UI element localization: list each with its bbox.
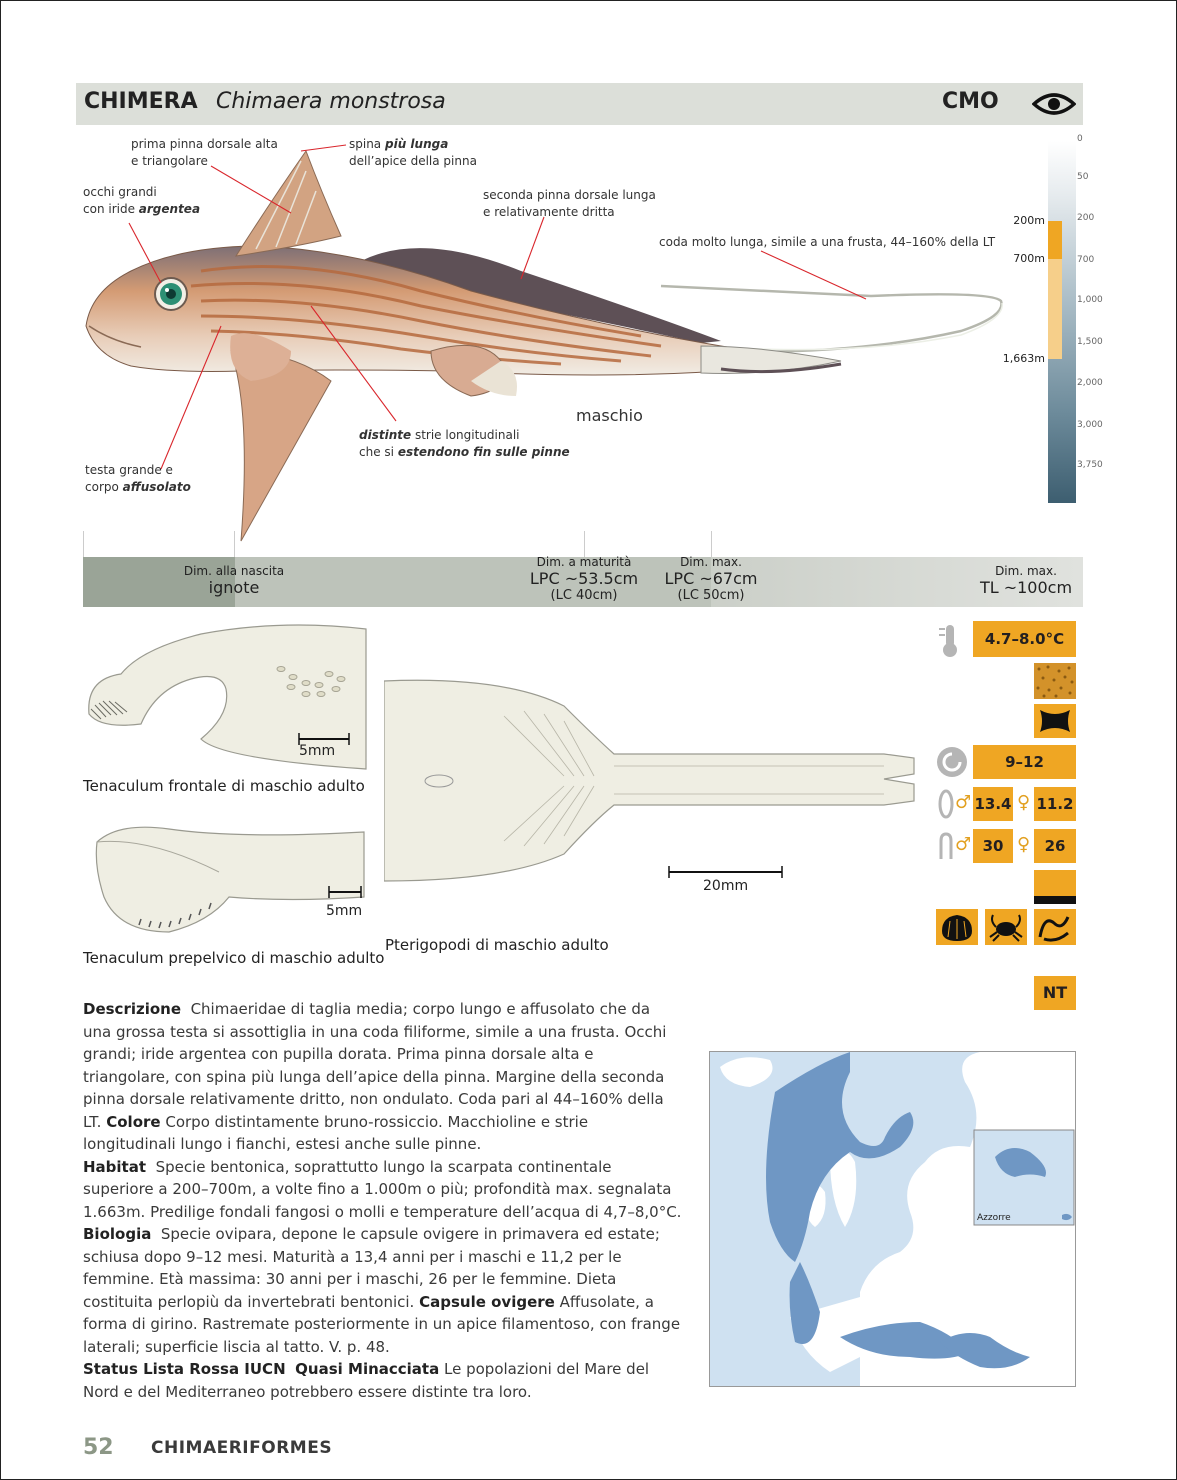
azores-label: Azzorre bbox=[977, 1213, 1011, 1223]
female-symbol: ♀ bbox=[1017, 834, 1031, 855]
depth-tick: 200 bbox=[1077, 213, 1095, 223]
heading-iucn: Status Lista Rossa IUCN bbox=[83, 1360, 286, 1378]
species-header bbox=[76, 83, 1083, 125]
heading-colore: Colore bbox=[106, 1112, 161, 1131]
heading-capsule: Capsule ovigere bbox=[419, 1292, 555, 1311]
annotation-eyes: occhi grandi con iride argentea bbox=[83, 185, 201, 216]
common-name: CHIMERA bbox=[84, 89, 198, 114]
caption-claspers: Pterigopodi di maschio adulto bbox=[385, 936, 609, 954]
size-max-tl: Dim. max. TL ~100cm bbox=[979, 564, 1073, 597]
eye-icon bbox=[1032, 90, 1076, 118]
depth-tick: 50 bbox=[1077, 172, 1089, 182]
lifespan-icon bbox=[937, 831, 955, 861]
latin-name: Chimaera monstrosa bbox=[216, 89, 446, 114]
depth-tick: 700 bbox=[1077, 255, 1095, 265]
depth-tick: 1,000 bbox=[1077, 295, 1103, 305]
section-title: CHIMAERIFORMES bbox=[151, 1438, 333, 1458]
gestation-icon bbox=[935, 745, 969, 779]
depth-range-main bbox=[1048, 221, 1062, 259]
scale-5mm-prepelvic: 5mm bbox=[326, 903, 363, 919]
annotation-first-dorsal: prima pinna dorsale alta e triangolare bbox=[131, 137, 278, 168]
depth-tick: 3,000 bbox=[1077, 420, 1103, 430]
age-female-badge: 26 bbox=[1034, 829, 1076, 863]
size-maturity: Dim. a maturità LPC ~53.5cm (LC 40cm) bbox=[529, 555, 639, 603]
annotation-tail: coda molto lunga, simile a una frusta, 44–160% della LT bbox=[659, 235, 996, 249]
temperature-badge: 4.7–8.0°C bbox=[973, 621, 1076, 657]
tenaculum-prepelvic-drawing bbox=[89, 807, 369, 947]
depth-tick: 0 bbox=[1077, 134, 1083, 144]
maturity-icon bbox=[937, 789, 955, 819]
crab-icon bbox=[985, 909, 1027, 945]
annotation-spine: spina più lunga dell’apice della pinna bbox=[349, 137, 477, 168]
distribution-map bbox=[709, 1051, 1076, 1387]
heading-biologia: Biologia bbox=[83, 1225, 152, 1243]
size-max-lpc: Dim. max. LPC ~67cm (LC 50cm) bbox=[664, 555, 758, 603]
iucn-badge: NT bbox=[1034, 976, 1076, 1010]
species-description: Descrizione Chimaeridae di taglia media; corpo lungo e affusolato che da una grossa testa si assottiglia in una coda filiforme, simile a una frusta. Occhi grandi; iride argentea con pupilla dorata. Prima pinna dorsale alta e triangolare, con spina più lunga dell’apice della pinna. Margine della seconda pinna dorsale relativamente dritto, non ondulato. Coda pari al 44–160% della LT. Colore Corpo distintamente bruno-rossiccio. Macchioline e strie longitudinali lungo i fianchi, estesi anche sulle pinne. Habitat Specie bentonica, soprattutto lungo la scarpata continentale superiore a 200–700m, a volte fino a 1.000m o più; profondità max. segnalata 1.663m. Predilige fondali fangosi o molli e temperature dell’acqua di 4,7–8,0°C. Biologia Specie ovipara, depone le capsule ovigere in primavera ed estate; schiusa dopo 9–12 mesi. Maturità a 13,4 anni per i maschi e 11,2 per le femmine. Età massima: 30 anni per i maschi, 26 per le femmine. Dieta costituita perlopiù da invertebrati bentonici. Capsule ovigere Affusolate, a forma di girino. Rastremate posteriormente in un apice filamentoso, con frange laterali; superficie liscia al tatto. V. p. 48. Status Lista Rossa IUCN Quasi Minacciata Le popolazioni del Mare del Nord e del Mediterraneo potrebbero essere distinte tra loro. bbox=[83, 1000, 682, 1401]
depth-tick: 3,750 bbox=[1077, 460, 1103, 470]
scale-20mm: 20mm bbox=[703, 878, 749, 894]
thermometer-icon bbox=[935, 621, 967, 659]
depth-tick: 2,000 bbox=[1077, 378, 1103, 388]
male-symbol: ♂ bbox=[955, 792, 972, 813]
sex-label: maschio bbox=[576, 406, 643, 425]
depth-tick: 1,500 bbox=[1077, 337, 1103, 347]
europe-map bbox=[710, 1052, 1075, 1386]
species-code: CMO bbox=[942, 89, 999, 114]
page-number: 52 bbox=[83, 1435, 114, 1460]
worm-icon bbox=[1034, 909, 1076, 945]
annotation-second-dorsal: seconda pinna dorsale lunga e relativamente dritta bbox=[483, 188, 656, 219]
maturity-female-badge: 11.2 bbox=[1034, 787, 1076, 821]
gestation-badge: 9–12 bbox=[973, 745, 1076, 779]
depth-label: 200m bbox=[1013, 214, 1045, 227]
female-symbol: ♀ bbox=[1017, 792, 1031, 813]
claspers-drawing bbox=[384, 676, 929, 926]
annotation-stripes: distinte strie longitudinali che si estendono fin sulle pinne bbox=[359, 428, 570, 459]
caption-tenaculum-prepelvic: Tenaculum prepelvico di maschio adulto bbox=[83, 949, 385, 967]
depth-range-max bbox=[1048, 259, 1062, 359]
scale-5mm-frontal: 5mm bbox=[299, 743, 336, 759]
depth-label: 1,663m bbox=[1002, 352, 1045, 365]
male-symbol: ♂ bbox=[955, 834, 972, 855]
heading-habitat: Habitat bbox=[83, 1157, 147, 1176]
shell-icon bbox=[936, 909, 978, 945]
habitat-benthic-icon bbox=[1034, 870, 1076, 904]
maturity-male-badge: 13.4 bbox=[973, 787, 1013, 821]
substrate-mud-icon bbox=[1034, 663, 1076, 699]
caption-tenaculum-frontal: Tenaculum frontale di maschio adulto bbox=[83, 777, 365, 795]
egg-case-icon bbox=[1034, 704, 1076, 738]
heading-descrizione: Descrizione bbox=[83, 1000, 182, 1018]
annotation-head: testa grande e corpo affusolato bbox=[85, 463, 191, 494]
depth-label: 700m bbox=[1013, 252, 1045, 265]
age-male-badge: 30 bbox=[973, 829, 1013, 863]
size-birth: Dim. alla nascita ignote bbox=[183, 564, 285, 597]
